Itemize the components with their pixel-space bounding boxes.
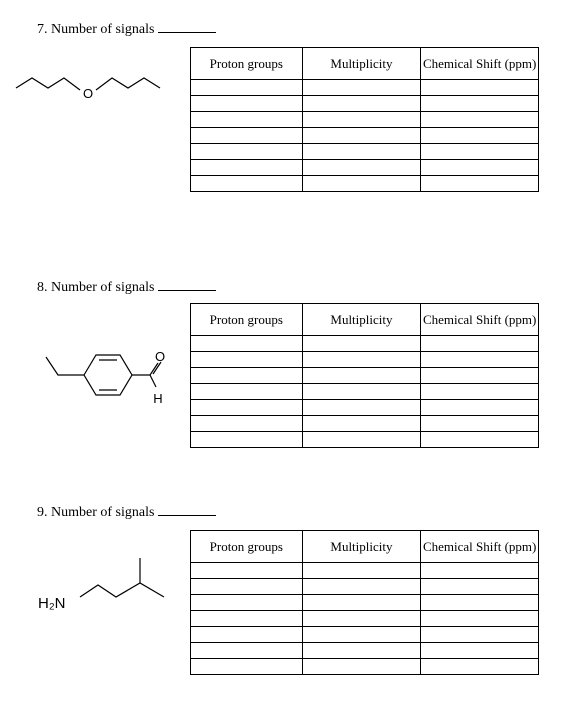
header-chemical-shift: Chemical Shift (ppm) [421, 531, 539, 563]
table-row [191, 176, 539, 192]
table-row [191, 112, 539, 128]
table-row [191, 368, 539, 384]
table-row [191, 160, 539, 176]
header-multiplicity: Multiplicity [302, 531, 421, 563]
table-row [191, 595, 539, 611]
header-proton-groups: Proton groups [191, 531, 303, 563]
table-row [191, 96, 539, 112]
table-row [191, 128, 539, 144]
atom-o: O [154, 349, 166, 364]
header-proton-groups: Proton groups [191, 48, 303, 80]
question-8-label: 8. Number of signals [37, 280, 155, 295]
header-multiplicity: Multiplicity [302, 304, 421, 336]
table-row [191, 400, 539, 416]
question-9-title [37, 503, 216, 521]
atom-o: O [82, 86, 94, 101]
table-row [191, 144, 539, 160]
table-8 [190, 303, 539, 448]
table-row [191, 643, 539, 659]
table-row [191, 579, 539, 595]
question-7-label: 7. Number of signals [37, 22, 155, 37]
table-row [191, 80, 539, 96]
table-row [191, 432, 539, 448]
table-row [191, 352, 539, 368]
table-row [191, 336, 539, 352]
table-7 [190, 47, 539, 192]
table-row [191, 416, 539, 432]
molecule-9-isoamylamine [36, 555, 176, 620]
question-8-title [37, 278, 216, 296]
table-row [191, 659, 539, 675]
header-multiplicity: Multiplicity [302, 48, 421, 80]
table-9 [190, 530, 539, 675]
answer-blank-9[interactable] [158, 503, 216, 516]
question-7-title [37, 20, 216, 38]
header-chemical-shift: Chemical Shift (ppm) [421, 48, 539, 80]
answer-blank-8[interactable] [158, 278, 216, 291]
atom-h2n: H₂N [38, 595, 66, 612]
molecule-7-dibutyl-ether [12, 68, 172, 108]
molecule-8-ethylbenzaldehyde [40, 345, 170, 410]
header-proton-groups: Proton groups [191, 304, 303, 336]
answer-blank-7[interactable] [158, 20, 216, 33]
table-row [191, 563, 539, 579]
table-row [191, 627, 539, 643]
header-chemical-shift: Chemical Shift (ppm) [421, 304, 539, 336]
atom-h: H [153, 391, 163, 406]
question-9-label: 9. Number of signals [37, 505, 155, 520]
table-row [191, 384, 539, 400]
table-row [191, 611, 539, 627]
